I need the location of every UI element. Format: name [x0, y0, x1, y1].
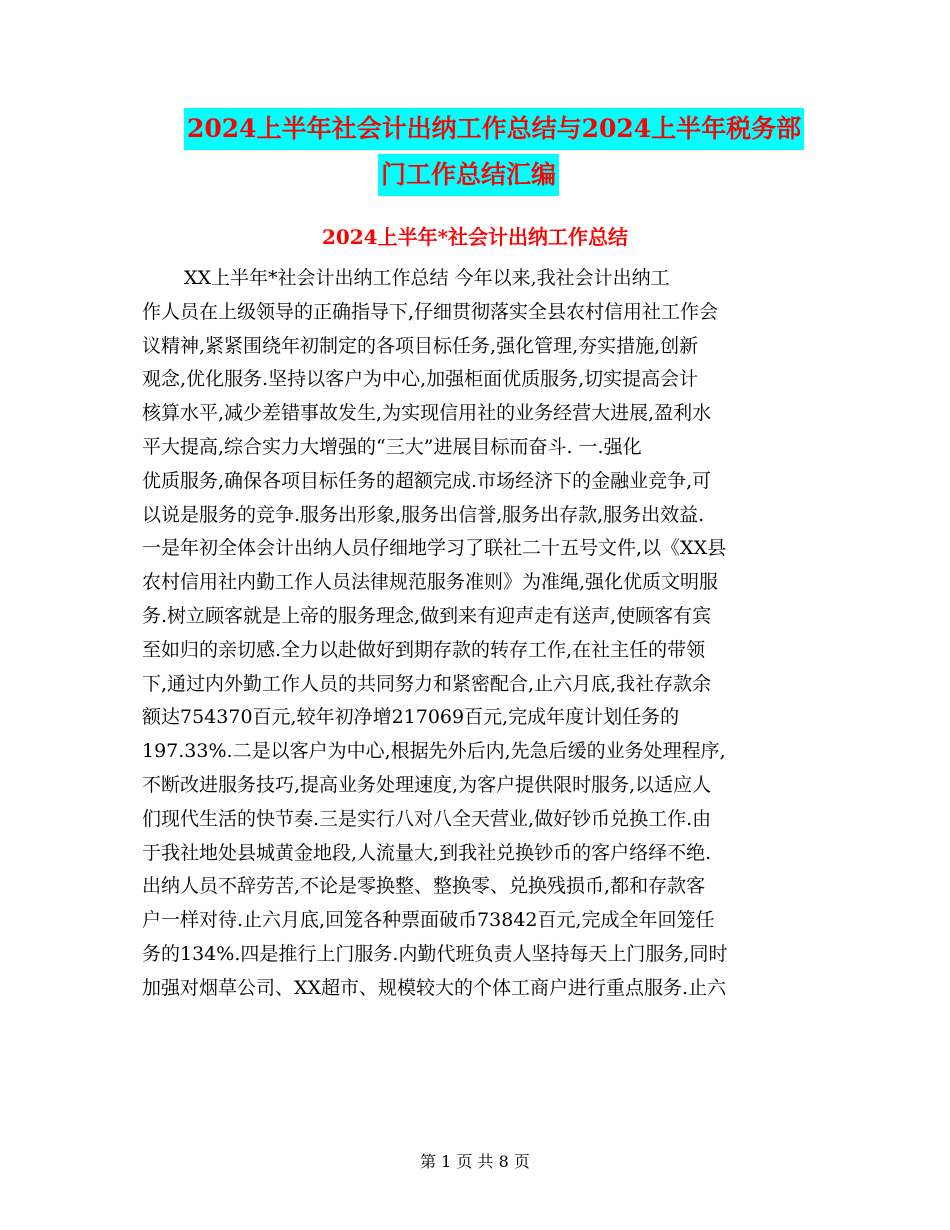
body-line-19: 出纳人员不辞劳苦,不论是零换整、整换零、兑换残损币,都和存款客 [142, 875, 706, 898]
body-line-21: 务的134%.四是推行上门服务.内勤代班负责人坚持每天上门服务,同时 [142, 942, 728, 965]
body-line-8: 以说是服务的竞争.服务出形象,服务出信誉,服务出存款,服务出效益. [142, 503, 705, 526]
body-line-3: 议精神,紧紧围绕年初制定的各项目标任务,强化管理,夯实措施,创新 [142, 334, 699, 357]
body-line-16: 不断改进服务技巧,提高业务处理速度,为客户提供限时服务,以适应人 [142, 773, 712, 796]
body-line-12: 至如归的亲切感.全力以赴做好到期存款的转存工作,在社主任的带领 [142, 638, 706, 661]
body-line-9: 一是年初全体会计出纳人员仔细地学习了联社二十五号文件,以《XX县 [142, 537, 727, 560]
body-line-10: 农村信用社内勤工作人员法律规范服务准则》为准绳,强化优质文明服 [142, 571, 719, 594]
body-paragraph [142, 262, 810, 1006]
body-line-17: 们现代生活的快节奏.三是实行八对八全天营业,做好钞币兑换工作.由 [142, 807, 712, 830]
body-line-6: 平大提高,综合实力大增强的“三大”进展目标而奋斗. 一.强化 [142, 435, 642, 458]
body-line-15: 197.33%.二是以客户为中心,根据先外后内,先急后缓的业务处理程序, [142, 740, 726, 763]
body-line-20: 户一样对待.止六月底,回笼各种票面破币73842百元,完成全年回笼任 [142, 909, 715, 932]
body-line-18: 于我社地处县城黄金地段,人流量大,到我社兑换钞币的客户络绎不绝. [142, 841, 712, 864]
body-line-1: XX上半年*社会计出纳工作总结 今年以来,我社会计出纳工 [184, 267, 670, 289]
body-line-2: 作人员在上级领导的正确指导下,仔细贯彻落实全县农村信用社工作会 [142, 300, 719, 323]
title-line-2: 门工作总结汇编 [378, 154, 559, 196]
body-line-11: 务.树立顾客就是上帝的服务理念,做到来有迎声走有送声,使顾客有宾 [142, 604, 712, 627]
body-line-22: 加强对烟草公司、XX超市、规模较大的个体工商户进行重点服务.止六 [142, 976, 727, 999]
body-line-14: 额达754370百元,较年初净增217069百元,完成年度计划任务的 [142, 706, 680, 729]
body-line-5: 核算水平,减少差错事故发生,为实现信用社的业务经营大进展,盈利水 [142, 402, 712, 425]
body-line-13: 下,通过内外勤工作人员的共同努力和紧密配合,止六月底,我社存款余 [142, 672, 712, 695]
body-line-4: 观念,优化服务.坚持以客户为中心,加强柜面优质服务,切实提高会计 [142, 368, 699, 391]
section-title: 2024上半年*社会计出纳工作总结 [321, 225, 629, 249]
page-footer: 第 1 页 共 8 页 [420, 1152, 530, 1171]
body-line-7: 优质服务,确保各项目标任务的超额完成.市场经济下的金融业竞争,可 [142, 469, 712, 492]
title-line-1: 2024上半年社会计出纳工作总结与2024上半年税务部 [184, 108, 804, 150]
